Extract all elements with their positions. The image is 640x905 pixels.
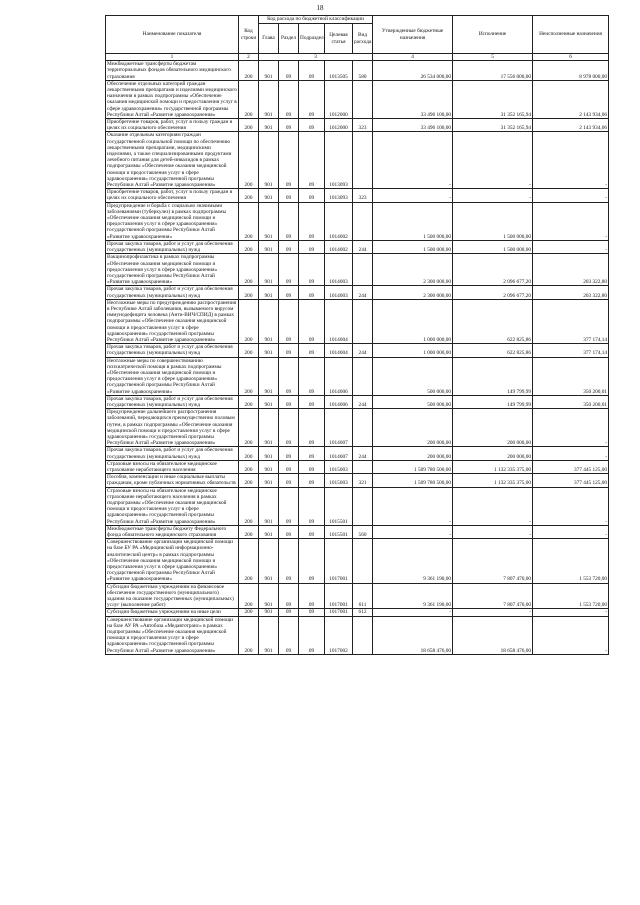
table-row xyxy=(106,474,609,487)
row-executed: - xyxy=(453,487,533,525)
row-expense-type: 244 xyxy=(353,447,373,460)
row-target-item: 1014002 xyxy=(325,202,353,240)
row-executed: 149 799,99 xyxy=(453,395,533,408)
row-executed: 2 096 677,20 xyxy=(453,254,533,286)
row-approved: 9 361 190,00 xyxy=(373,539,453,583)
header-subsection: Подраздел xyxy=(299,24,325,54)
row-line-code: 200 xyxy=(239,119,259,132)
row-target-item: 1017001 xyxy=(325,609,353,616)
row-subsection: 09 xyxy=(299,525,325,538)
row-section: 09 xyxy=(279,474,299,487)
row-target-item: 1015501 xyxy=(325,525,353,538)
row-approved: - xyxy=(373,189,453,202)
row-approved: 1 509 780 500,00 xyxy=(373,460,453,473)
row-subsection: 09 xyxy=(299,487,325,525)
row-name: Вакцинопрофилактика в рамках подпрограммы «Обеспечение оказания медицинской помощи и предоставления услуг в сфере здравоохранения» государственной программы Республики Алтай «Развитие здравоохранения» xyxy=(106,254,239,286)
row-name: Межбюджетные трансферты бюджету Федерального фонда обязательного медицинского страхования xyxy=(106,525,239,538)
row-target-item: 1015003 xyxy=(325,474,353,487)
budget-execution-table xyxy=(105,15,609,655)
row-line-code: 200 xyxy=(239,286,259,299)
row-name: Страховые взносы на обязательное медицинское страхование неработающего населения xyxy=(106,460,239,473)
row-executed: - xyxy=(453,189,533,202)
row-subsection: 09 xyxy=(299,254,325,286)
row-unexecuted: 2 143 934,06 xyxy=(533,80,609,118)
row-name: Неотложные меры по предупреждению распространения в Республике Алтай заболевания, вызываемого вирусом иммунодефицита человека (Анти-ВИЧ/СПИД) в рамках подпрограммы «Обеспечение оказания медицинской помощи и предоставления услуг в сфере здравоохранения» государственной программы Республики Алтай «Развитие здравоохранения» xyxy=(106,299,239,343)
row-name: Неотложные меры по совершенствованию психиатрической помощи в рамках подпрограммы «Обеспечение оказания медицинской помощи и предоставления услуг в сфере здравоохранения» государственной программы Республики Алтай «Развитие здравоохранения» xyxy=(106,357,239,395)
table-row xyxy=(106,286,609,299)
row-name: Прочая закупка товаров, работ и услуг для обеспечения государственных (муниципальных) нужд xyxy=(106,344,239,357)
row-expense-type xyxy=(353,616,373,654)
row-chapter: 901 xyxy=(259,609,279,616)
row-unexecuted: - xyxy=(533,609,609,616)
header-target-item: Целевая статья xyxy=(325,24,353,54)
row-approved: 26 534 000,00 xyxy=(373,61,453,81)
row-approved: 9 361 190,00 xyxy=(373,583,453,609)
row-expense-type xyxy=(353,202,373,240)
row-chapter: 901 xyxy=(259,447,279,460)
row-unexecuted: 377 174,14 xyxy=(533,299,609,343)
row-chapter: 901 xyxy=(259,539,279,583)
row-section: 09 xyxy=(279,357,299,395)
row-expense-type xyxy=(353,80,373,118)
row-name: Приобретение товаров, работ, услуг в пользу граждан в целях их социального обеспечения xyxy=(106,189,239,202)
row-chapter: 901 xyxy=(259,61,279,81)
table-row xyxy=(106,616,609,654)
row-section: 09 xyxy=(279,539,299,583)
row-name: Пособия, компенсации и иные социальные выплаты гражданам, кроме публичных нормативных обязательств xyxy=(106,474,239,487)
row-subsection: 09 xyxy=(299,80,325,118)
row-subsection: 09 xyxy=(299,286,325,299)
row-section: 09 xyxy=(279,395,299,408)
row-executed: 17 556 000,00 xyxy=(453,61,533,81)
table-row xyxy=(106,525,609,538)
row-target-item: 1014003 xyxy=(325,286,353,299)
row-target-item: 1017001 xyxy=(325,539,353,583)
row-line-code: 200 xyxy=(239,357,259,395)
row-section: 09 xyxy=(279,61,299,81)
row-executed: 200 000,00 xyxy=(453,409,533,447)
table-row xyxy=(106,487,609,525)
row-expense-type xyxy=(353,487,373,525)
table-row xyxy=(106,80,609,118)
row-name: Субсидии бюджетным учреждениям на финансовое обеспечение государственного (муниципального) задания на оказание государственных (муниципальных) услуг (выполнение работ) xyxy=(106,583,239,609)
header-name: Наименование показателя xyxy=(106,16,239,54)
row-subsection: 09 xyxy=(299,395,325,408)
row-expense-type: 244 xyxy=(353,395,373,408)
row-section: 09 xyxy=(279,609,299,616)
row-section: 09 xyxy=(279,202,299,240)
row-approved: 500 000,00 xyxy=(373,357,453,395)
row-subsection: 09 xyxy=(299,240,325,253)
row-line-code: 200 xyxy=(239,460,259,473)
row-line-code: 200 xyxy=(239,395,259,408)
row-name: Прочая закупка товаров, работ и услуг для обеспечения государственных (муниципальных) нужд xyxy=(106,286,239,299)
row-target-item: 1013505 xyxy=(325,61,353,81)
row-line-code: 200 xyxy=(239,409,259,447)
row-line-code: 200 xyxy=(239,539,259,583)
row-chapter: 901 xyxy=(259,119,279,132)
row-executed: 1 500 000,00 xyxy=(453,240,533,253)
row-approved: 500 000,00 xyxy=(373,395,453,408)
row-unexecuted: - xyxy=(533,447,609,460)
row-section: 09 xyxy=(279,119,299,132)
row-target-item: 1014007 xyxy=(325,447,353,460)
row-executed: 7 807 470,00 xyxy=(453,583,533,609)
row-target-item: 1012000 xyxy=(325,80,353,118)
header-executed: Исполнение xyxy=(453,16,533,54)
row-unexecuted: 377 445 125,00 xyxy=(533,460,609,473)
row-line-code: 200 xyxy=(239,80,259,118)
row-target-item: 1014006 xyxy=(325,357,353,395)
row-subsection: 09 xyxy=(299,357,325,395)
row-subsection: 09 xyxy=(299,61,325,81)
row-expense-type xyxy=(353,254,373,286)
row-name: Прочая закупка товаров, работ и услуг для обеспечения государственных (муниципальных) нужд xyxy=(106,395,239,408)
row-executed: 31 352 165,94 xyxy=(453,119,533,132)
row-subsection: 09 xyxy=(299,132,325,189)
row-executed: 7 807 470,00 xyxy=(453,539,533,583)
row-subsection: 09 xyxy=(299,583,325,609)
row-executed: 149 799,99 xyxy=(453,357,533,395)
row-name: Прочая закупка товаров, работ и услуг для обеспечения государственных (муниципальных) нужд xyxy=(106,447,239,460)
row-chapter: 901 xyxy=(259,525,279,538)
header-line-code: Код строки xyxy=(239,16,259,54)
row-executed: 1 132 335 375,00 xyxy=(453,474,533,487)
table-row xyxy=(106,61,609,81)
page-number: 18 xyxy=(316,4,324,12)
table-row xyxy=(106,344,609,357)
row-approved: 2 300 000,00 xyxy=(373,254,453,286)
row-approved: 1 000 000,00 xyxy=(373,299,453,343)
row-expense-type: 560 xyxy=(353,525,373,538)
row-name: Предупреждение и борьба с социально значимыми заболеваниями (туберкулез) в рамках подпрограммы «Обеспечение оказания медицинской помощи и предоставления услуг в сфере здравоохранения» государственной программы Республики Алтай «Развитие здравоохранения» xyxy=(106,202,239,240)
row-chapter: 901 xyxy=(259,357,279,395)
row-target-item: 1017002 xyxy=(325,616,353,654)
row-line-code: 200 xyxy=(239,487,259,525)
table-row xyxy=(106,189,609,202)
row-subsection: 09 xyxy=(299,119,325,132)
row-approved: - xyxy=(373,487,453,525)
table-row xyxy=(106,299,609,343)
row-executed: 622 825,86 xyxy=(453,299,533,343)
row-unexecuted: 203 322,80 xyxy=(533,286,609,299)
row-target-item: 1014006 xyxy=(325,395,353,408)
row-approved: 18 658 476,00 xyxy=(373,616,453,654)
row-section: 09 xyxy=(279,409,299,447)
table-row xyxy=(106,357,609,395)
row-executed: - xyxy=(453,609,533,616)
table-row xyxy=(106,460,609,473)
row-section: 09 xyxy=(279,447,299,460)
row-line-code: 200 xyxy=(239,616,259,654)
table-row xyxy=(106,539,609,583)
row-unexecuted: 1 553 720,00 xyxy=(533,539,609,583)
column-number: 2 xyxy=(239,54,259,61)
row-line-code: 200 xyxy=(239,474,259,487)
row-expense-type: 321 xyxy=(353,474,373,487)
row-chapter: 901 xyxy=(259,240,279,253)
row-target-item: 1014002 xyxy=(325,240,353,253)
table-row xyxy=(106,395,609,408)
row-target-item: 1017001 xyxy=(325,583,353,609)
row-section: 09 xyxy=(279,487,299,525)
row-approved: 33 496 100,00 xyxy=(373,80,453,118)
row-expense-type: 611 xyxy=(353,583,373,609)
row-approved: - xyxy=(373,609,453,616)
row-target-item: 1013093 xyxy=(325,132,353,189)
row-subsection: 09 xyxy=(299,202,325,240)
row-chapter: 901 xyxy=(259,344,279,357)
row-unexecuted: 1 553 720,00 xyxy=(533,583,609,609)
row-subsection: 09 xyxy=(299,609,325,616)
row-subsection: 09 xyxy=(299,189,325,202)
row-line-code: 200 xyxy=(239,202,259,240)
row-expense-type: 244 xyxy=(353,240,373,253)
row-section: 09 xyxy=(279,286,299,299)
row-chapter: 901 xyxy=(259,189,279,202)
row-unexecuted: - xyxy=(533,132,609,189)
row-target-item: 1014004 xyxy=(325,344,353,357)
row-target-item: 1015501 xyxy=(325,487,353,525)
column-number: 1 xyxy=(106,54,239,61)
row-name: Межбюджетные трансферты бюджетам территориальных фондов обязательного медицинского страхования xyxy=(106,61,239,81)
row-subsection: 09 xyxy=(299,474,325,487)
row-subsection: 09 xyxy=(299,409,325,447)
row-chapter: 901 xyxy=(259,474,279,487)
row-target-item: 1012000 xyxy=(325,119,353,132)
row-expense-type: 244 xyxy=(353,344,373,357)
row-approved: 1 500 000,00 xyxy=(373,240,453,253)
table-row xyxy=(106,583,609,609)
row-expense-type xyxy=(353,132,373,189)
row-name: Прочая закупка товаров, работ и услуг для обеспечения государственных (муниципальных) нужд xyxy=(106,240,239,253)
row-target-item: 1015003 xyxy=(325,460,353,473)
row-section: 09 xyxy=(279,189,299,202)
row-name: Обеспечение отдельных категорий граждан лекарственными препаратами и изделиями медицинского назначения в рамках подпрограммы «Обеспечение оказания медицинской помощи и предоставления услуг в сфере здравоохранения» государственной программы Республики Алтай «Развитие здравоохранения» xyxy=(107,80,237,118)
row-unexecuted: - xyxy=(533,616,609,654)
row-section: 09 xyxy=(279,583,299,609)
row-line-code: 200 xyxy=(239,240,259,253)
row-chapter: 901 xyxy=(259,616,279,654)
row-approved: - xyxy=(373,525,453,538)
table-row xyxy=(106,609,609,616)
row-expense-type xyxy=(353,357,373,395)
row-section: 09 xyxy=(279,132,299,189)
row-executed: 622 825,86 xyxy=(453,344,533,357)
row-expense-type xyxy=(353,539,373,583)
row-chapter: 901 xyxy=(259,132,279,189)
row-expense-type: 244 xyxy=(353,286,373,299)
row-chapter: 901 xyxy=(259,460,279,473)
row-approved: 2 300 000,00 xyxy=(373,286,453,299)
header-approved: Утвержденные бюджетные назначения xyxy=(373,16,453,54)
row-unexecuted: - xyxy=(533,525,609,538)
row-section: 09 xyxy=(279,254,299,286)
row-approved: 200 000,00 xyxy=(373,447,453,460)
row-expense-type: 323 xyxy=(353,119,373,132)
row-section: 09 xyxy=(279,460,299,473)
table-row xyxy=(106,119,609,132)
row-name: Совершенствование организации медицинской помощи на базе БУ РА «Медицинский информационно-аналитический центр» в рамках подпрограммы «Обеспечение оказания медицинской помощи и предоставления услуг в сфере здравоохранения» государственной программы Республики Алтай «Развитие здравоохранения» xyxy=(106,539,239,583)
row-chapter: 901 xyxy=(259,395,279,408)
row-approved: 200 000,00 xyxy=(373,409,453,447)
row-line-code: 200 xyxy=(239,189,259,202)
row-line-code: 200 xyxy=(239,447,259,460)
row-section: 09 xyxy=(279,344,299,357)
column-number: 3 xyxy=(259,54,373,61)
header-unexecuted: Неисполненные назначения xyxy=(533,16,609,54)
row-executed: - xyxy=(453,525,533,538)
row-name: Совершенствование организации медицинской помощи на базе АУ РА «Автобаза «Медавтотранс» в рамках подпрограммы «Обеспечение оказания медицинской помощи и предоставления услуг в сфере здравоохранения» государственной программы Республики Алтай «Развитие здравоохранения» xyxy=(106,616,239,654)
row-subsection: 09 xyxy=(299,447,325,460)
row-section: 09 xyxy=(279,240,299,253)
row-chapter: 901 xyxy=(259,202,279,240)
row-unexecuted: 8 978 000,00 xyxy=(533,61,609,81)
row-section: 09 xyxy=(279,80,299,118)
row-unexecuted: 2 143 934,06 xyxy=(533,119,609,132)
row-executed: 1 500 000,00 xyxy=(453,202,533,240)
header-classification: Код расхода по бюджетной классификации xyxy=(259,16,373,24)
row-executed: 1 132 335 375,00 xyxy=(453,460,533,473)
table-row xyxy=(106,132,609,189)
row-expense-type: 323 xyxy=(353,189,373,202)
row-line-code: 200 xyxy=(239,609,259,616)
column-number: 4 xyxy=(373,54,453,61)
table-row xyxy=(106,240,609,253)
row-unexecuted: - xyxy=(533,487,609,525)
row-chapter: 901 xyxy=(259,487,279,525)
row-target-item: 1014003 xyxy=(325,254,353,286)
row-expense-type: 612 xyxy=(353,609,373,616)
row-chapter: 901 xyxy=(259,299,279,343)
row-name: Страховые взносы на обязательное медицинское страхование неработающего населения в рамках подпрограммы «Обеспечение оказания медицинской помощи и предоставления услуг в сфере здравоохранения» государственной программы Республики Алтай «Развитие здравоохранения» xyxy=(106,487,239,525)
row-chapter: 901 xyxy=(259,409,279,447)
row-approved: 33 496 100,00 xyxy=(373,119,453,132)
row-executed: - xyxy=(453,132,533,189)
column-number: 6 xyxy=(533,54,609,61)
row-section: 09 xyxy=(279,525,299,538)
row-chapter: 901 xyxy=(259,583,279,609)
row-expense-type xyxy=(353,460,373,473)
row-name: Предупреждение дальнейшего распространения заболеваний, передающихся преимущественно половым путем, в рамках подпрограммы «Обеспечение оказания медицинской помощи и предоставления услуг в сфере здравоохранения» государственной программы Республики Алтай «Развитие здравоохранения» xyxy=(106,409,239,447)
row-unexecuted: 377 174,14 xyxy=(533,344,609,357)
row-unexecuted: 203 322,80 xyxy=(533,254,609,286)
row-unexecuted: 350 200,01 xyxy=(533,357,609,395)
row-approved: 1 000 000,00 xyxy=(373,344,453,357)
row-line-code: 200 xyxy=(239,299,259,343)
row-name: Оказание отдельным категориям граждан государственной социальной помощи по обеспечению лекарственными препаратами, медицинскими изделиями, а также специализированными продуктами лечебного питания для детей-инвалидов в рамках подпрограммы «Обеспечение оказания медицинской помощи и предоставления услуг в сфере здравоохранения» государственной программы Республики Алтай «Развитие здравоохранения» xyxy=(106,132,239,189)
table-row xyxy=(106,447,609,460)
row-unexecuted: - xyxy=(533,240,609,253)
row-name: Субсидии бюджетным учреждениям на иные цели xyxy=(106,609,239,616)
table-body xyxy=(106,61,609,655)
column-number: 5 xyxy=(453,54,533,61)
row-expense-type: 580 xyxy=(353,61,373,81)
row-line-code: 200 xyxy=(239,525,259,538)
row-unexecuted: 350 200,01 xyxy=(533,395,609,408)
row-line-code: 200 xyxy=(239,61,259,81)
row-target-item: 1014004 xyxy=(325,299,353,343)
row-approved: 1 509 780 500,00 xyxy=(373,474,453,487)
header-section: Раздел xyxy=(279,24,299,54)
row-line-code: 200 xyxy=(239,583,259,609)
column-number-row xyxy=(106,54,609,61)
row-line-code: 200 xyxy=(239,344,259,357)
row-unexecuted: - xyxy=(533,202,609,240)
row-subsection: 09 xyxy=(299,539,325,583)
row-subsection: 09 xyxy=(299,344,325,357)
row-line-code: 200 xyxy=(239,132,259,189)
row-target-item: 1014007 xyxy=(325,409,353,447)
row-executed: 18 658 476,00 xyxy=(453,616,533,654)
row-unexecuted: - xyxy=(533,409,609,447)
row-chapter: 901 xyxy=(259,254,279,286)
table-row xyxy=(106,409,609,447)
row-chapter: 901 xyxy=(259,286,279,299)
row-approved: 1 500 000,00 xyxy=(373,202,453,240)
row-subsection: 09 xyxy=(299,460,325,473)
row-executed: 31 352 165,94 xyxy=(453,80,533,118)
row-chapter: 901 xyxy=(259,80,279,118)
row-subsection: 09 xyxy=(299,299,325,343)
row-name: Приобретение товаров, работ, услуг в пользу граждан в целях их социального обеспечения xyxy=(106,119,239,132)
row-expense-type xyxy=(353,409,373,447)
row-section: 09 xyxy=(279,299,299,343)
header-chapter: Глава xyxy=(259,24,279,54)
row-subsection: 09 xyxy=(299,616,325,654)
row-section: 09 xyxy=(279,616,299,654)
table-row xyxy=(106,202,609,240)
row-target-item: 1013093 xyxy=(325,189,353,202)
row-unexecuted: - xyxy=(533,189,609,202)
row-executed: 2 096 677,20 xyxy=(453,286,533,299)
row-unexecuted: 377 445 125,00 xyxy=(533,474,609,487)
row-approved: - xyxy=(373,132,453,189)
table-row xyxy=(106,254,609,286)
header-expense-type: Вид расхода xyxy=(353,24,373,54)
row-executed: 200 000,00 xyxy=(453,447,533,460)
row-expense-type xyxy=(353,299,373,343)
row-line-code: 200 xyxy=(239,254,259,286)
